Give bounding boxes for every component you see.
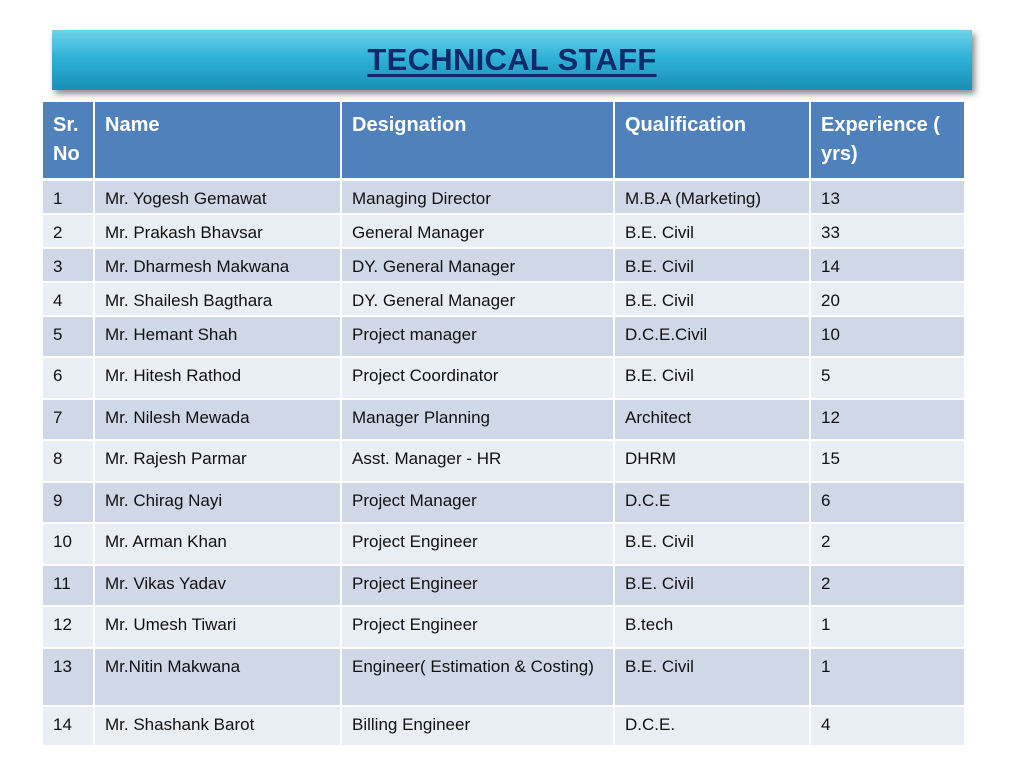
cell-qualification: B.E. Civil xyxy=(614,357,810,399)
cell-qualification: Architect xyxy=(614,399,810,440)
cell-name: Mr. Nilesh Mewada xyxy=(94,399,341,440)
cell-qualification: D.C.E xyxy=(614,482,810,523)
cell-qualification: B.E. Civil xyxy=(614,282,810,316)
cell-designation: Project Engineer xyxy=(341,565,614,606)
cell-experience: 13 xyxy=(810,180,964,214)
cell-qualification: DHRM xyxy=(614,440,810,482)
cell-experience: 5 xyxy=(810,357,964,399)
cell-sr-no: 5 xyxy=(43,316,94,357)
cell-name: Mr. Prakash Bhavsar xyxy=(94,214,341,248)
cell-designation: Billing Engineer xyxy=(341,706,614,746)
cell-qualification: D.C.E.Civil xyxy=(614,316,810,357)
cell-experience: 1 xyxy=(810,648,964,706)
cell-sr-no: 4 xyxy=(43,282,94,316)
table-row xyxy=(43,214,964,248)
cell-designation: Project Engineer xyxy=(341,606,614,648)
cell-qualification: B.E. Civil xyxy=(614,565,810,606)
cell-sr-no: 12 xyxy=(43,606,94,648)
cell-name: Mr. Shashank Barot xyxy=(94,706,341,746)
table-row xyxy=(43,523,964,565)
cell-name: Mr. Umesh Tiwari xyxy=(94,606,341,648)
header-name: Name xyxy=(94,102,341,180)
table-row xyxy=(43,565,964,606)
cell-designation: Project Manager xyxy=(341,482,614,523)
cell-sr-no: 8 xyxy=(43,440,94,482)
cell-designation: Project Coordinator xyxy=(341,357,614,399)
cell-sr-no: 13 xyxy=(43,648,94,706)
cell-name: Mr. Shailesh Bagthara xyxy=(94,282,341,316)
cell-qualification: B.tech xyxy=(614,606,810,648)
cell-experience: 2 xyxy=(810,565,964,606)
cell-experience: 14 xyxy=(810,248,964,282)
cell-sr-no: 1 xyxy=(43,180,94,214)
table-row xyxy=(43,399,964,440)
cell-experience: 4 xyxy=(810,706,964,746)
table-row xyxy=(43,606,964,648)
cell-designation: Managing Director xyxy=(341,180,614,214)
cell-experience: 10 xyxy=(810,316,964,357)
header-sr-no: Sr. No xyxy=(43,102,94,180)
cell-qualification: B.E. Civil xyxy=(614,648,810,706)
title-banner xyxy=(52,30,972,90)
cell-name: Mr. Hitesh Rathod xyxy=(94,357,341,399)
cell-designation: Engineer( Estimation & Costing) xyxy=(341,648,614,706)
cell-experience: 33 xyxy=(810,214,964,248)
table-row xyxy=(43,316,964,357)
cell-designation: Project manager xyxy=(341,316,614,357)
table-row xyxy=(43,482,964,523)
cell-designation: Project Engineer xyxy=(341,523,614,565)
cell-sr-no: 3 xyxy=(43,248,94,282)
technical-staff-table xyxy=(43,102,964,747)
cell-name: Mr. Rajesh Parmar xyxy=(94,440,341,482)
cell-name: Mr. Arman Khan xyxy=(94,523,341,565)
cell-qualification: M.B.A (Marketing) xyxy=(614,180,810,214)
cell-designation: Manager Planning xyxy=(341,399,614,440)
cell-qualification: B.E. Civil xyxy=(614,214,810,248)
table-row xyxy=(43,248,964,282)
table-row xyxy=(43,282,964,316)
table-row xyxy=(43,706,964,746)
cell-sr-no: 2 xyxy=(43,214,94,248)
cell-name: Mr. Chirag Nayi xyxy=(94,482,341,523)
cell-designation: DY. General Manager xyxy=(341,248,614,282)
header-experience: Experience ( yrs) xyxy=(810,102,964,180)
cell-name: Mr.Nitin Makwana xyxy=(94,648,341,706)
table-row xyxy=(43,648,964,706)
cell-sr-no: 6 xyxy=(43,357,94,399)
table-row xyxy=(43,357,964,399)
header-designation: Designation xyxy=(341,102,614,180)
cell-name: Mr. Dharmesh Makwana xyxy=(94,248,341,282)
cell-sr-no: 7 xyxy=(43,399,94,440)
cell-experience: 6 xyxy=(810,482,964,523)
cell-name: Mr. Vikas Yadav xyxy=(94,565,341,606)
cell-experience: 15 xyxy=(810,440,964,482)
page-title: TECHNICAL STAFF xyxy=(367,42,657,77)
table-row xyxy=(43,440,964,482)
cell-name: Mr. Yogesh Gemawat xyxy=(94,180,341,214)
cell-designation: Asst. Manager - HR xyxy=(341,440,614,482)
cell-designation: DY. General Manager xyxy=(341,282,614,316)
cell-qualification: B.E. Civil xyxy=(614,248,810,282)
cell-qualification: D.C.E. xyxy=(614,706,810,746)
cell-sr-no: 9 xyxy=(43,482,94,523)
cell-experience: 1 xyxy=(810,606,964,648)
cell-sr-no: 14 xyxy=(43,706,94,746)
cell-experience: 2 xyxy=(810,523,964,565)
header-qualification: Qualification xyxy=(614,102,810,180)
cell-sr-no: 11 xyxy=(43,565,94,606)
cell-experience: 20 xyxy=(810,282,964,316)
cell-experience: 12 xyxy=(810,399,964,440)
table-header-row xyxy=(43,102,964,180)
cell-qualification: B.E. Civil xyxy=(614,523,810,565)
cell-designation: General Manager xyxy=(341,214,614,248)
table-row xyxy=(43,180,964,214)
cell-name: Mr. Hemant Shah xyxy=(94,316,341,357)
cell-sr-no: 10 xyxy=(43,523,94,565)
